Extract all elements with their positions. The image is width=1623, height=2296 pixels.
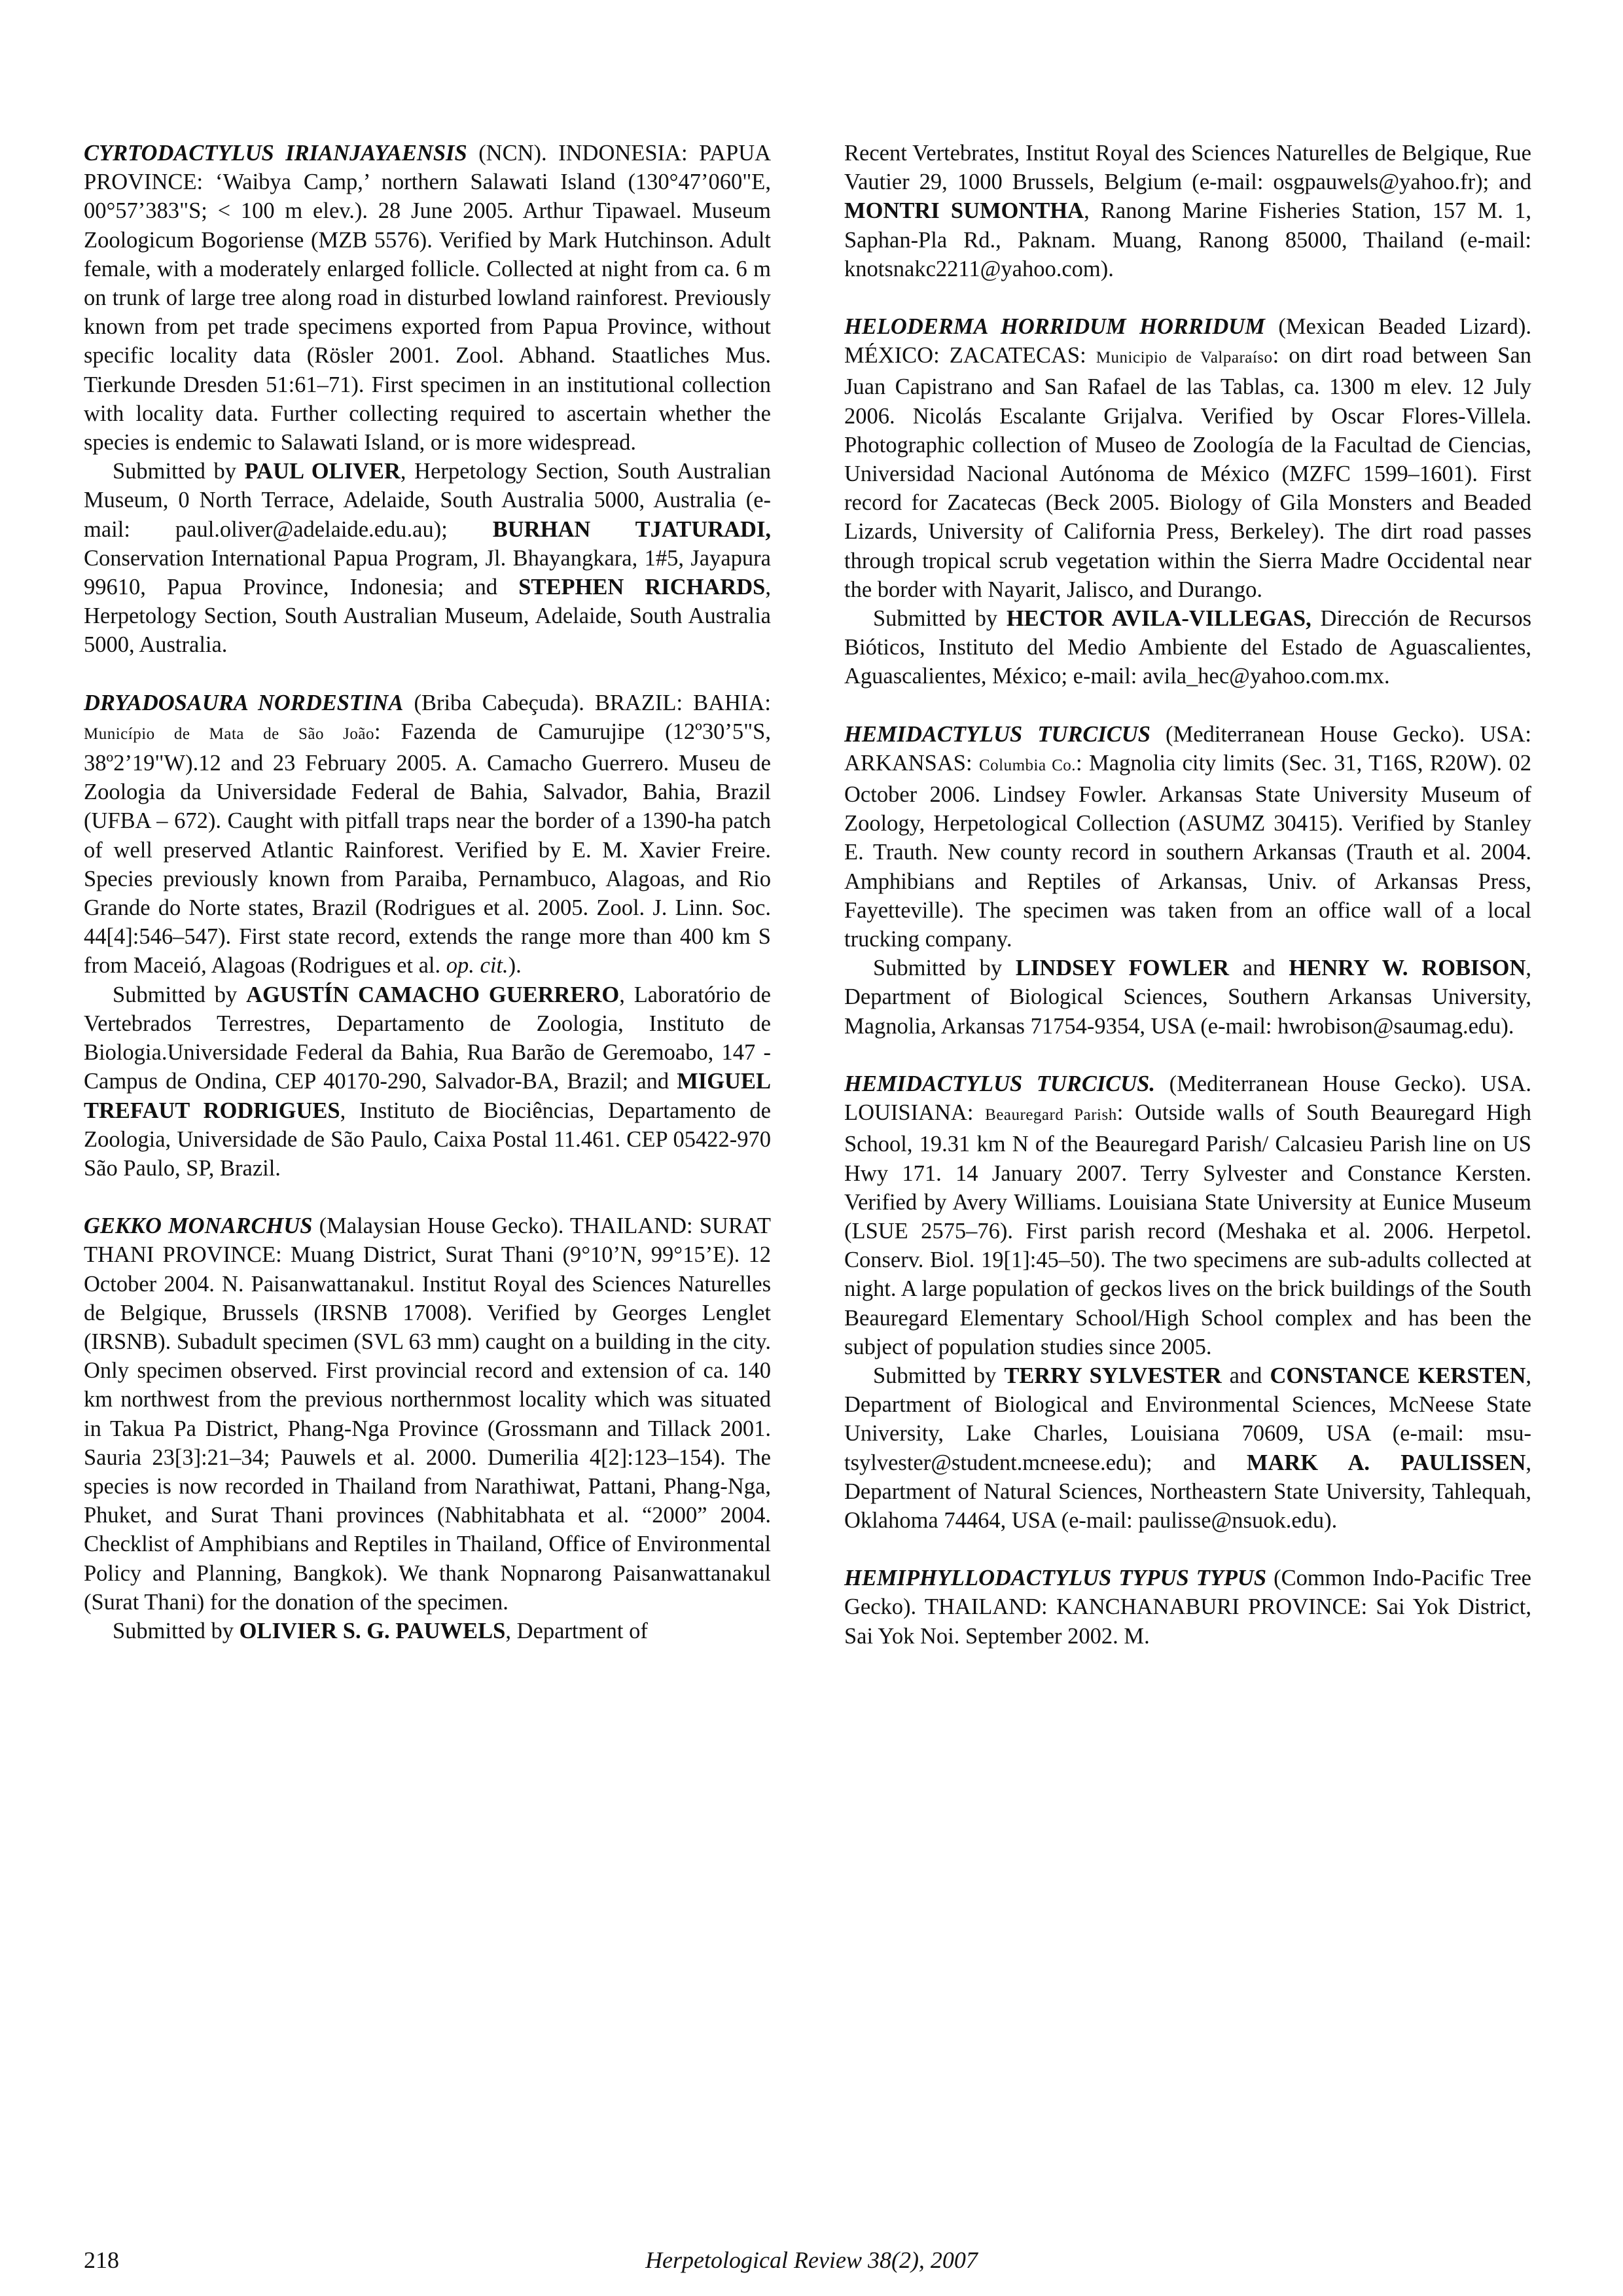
species-name: GEKKO MONARCHUS bbox=[84, 1213, 313, 1239]
running-footer: Herpetological Review 38(2), 2007 bbox=[645, 2247, 978, 2273]
author-name: PAUL OLIVER bbox=[244, 459, 401, 484]
note-cyrtodactylus bbox=[84, 139, 771, 457]
conjunction: and bbox=[1242, 956, 1275, 981]
submitted-by bbox=[844, 1361, 1531, 1535]
author-affiliation: , Instituto de Biociências, Departamento de Zoologia, Universidade de São Paulo, Caixa Postal 11.461. CEP 05422-970 São Paulo, SP, Brazil. bbox=[84, 1098, 771, 1181]
species-name: HELODERMA HORRIDUM HORRIDUM bbox=[844, 314, 1265, 340]
page-number: 218 bbox=[84, 2247, 119, 2273]
author-name: STEPHEN RICHARDS bbox=[518, 575, 766, 600]
species-name: CYRTODACTYLUS IRIANJAYAENSIS bbox=[84, 141, 467, 166]
submitted-by-continued bbox=[844, 139, 1531, 283]
citation-italic: op. cit. bbox=[446, 953, 508, 978]
submitted-by bbox=[84, 1617, 771, 1645]
submitted-label: Submitted by bbox=[873, 606, 998, 632]
submitted-label: Submitted by bbox=[113, 459, 236, 484]
author-name: MIGUEL TREFAUT RODRIGUES bbox=[84, 1069, 771, 1123]
author-name: MONTRI SUMONTHA bbox=[844, 198, 1084, 224]
submitted-by bbox=[844, 604, 1531, 691]
author-affiliation: , Department of Biological and Environmental Sciences, McNeese State University, Lake Charles, Louisiana 70609, USA (e-mail: msu-tsylvester@student.mcneese.edu); and bbox=[844, 1363, 1532, 1475]
note-body: (NCN). INDONESIA: PAPUA PROVINCE: ‘Waibya Camp,’ northern Salawati Island (130°47’060"E, 00°57’383"S; < 100 m elev.). 28 June 2005. Arthur Tipawael. Museum Zoologicum Bogoriense (MZB 5576). Verified by Mark Hutchinson. Adult female, with a moderately enlarged follicle. Collected at night from ca. 6 m on trunk of large tree along road in disturbed lowland rainforest. Previously known from pet trade specimens exported from Papua Province, without specific locality data (Rösler 2001. Zool. Abhand. Staatliches Mus. Tierkunde Dresden 51:61–71). First specimen in an institutional collection with locality data. Further collecting required to ascertain whether the species is endemic to Salawati Island, or is more widespread. bbox=[84, 141, 772, 456]
author-affiliation: , Department of Natural Sciences, Northeastern State University, Tahlequah, Oklahoma 74464, USA (e-mail: paulisse@nsuok.edu). bbox=[844, 1450, 1531, 1533]
author-name: LINDSEY FOWLER bbox=[1015, 956, 1230, 981]
note-gekko bbox=[84, 1211, 771, 1617]
author-name: MARK A. PAULISSEN bbox=[1246, 1450, 1526, 1475]
note-body: : Fazenda de Camurujipe (12º30’5"S, 38º2’19"W).12 and 23 February 2005. A. Camacho Guerrero. Museu de Zoologia da Universidade Federal de Bahia, Salvador, Bahia, Brazil (UFBA – 672). Caught with pitfall traps near the border of a 1390-ha patch of well preserved Atlantic Rainforest. Verified by E. M. Xavier Freire. Species previously known from Paraiba, Pernambuco, Alagoas, and Rio Grande do Norte states, Brazil (Rodrigues et al. 2005. Zool. J. Linn. Soc. 44[4]:546–547). First state record, extends the range more than 400 km S from Maceió, Alagoas (Rodrigues et al. bbox=[84, 719, 771, 978]
note-body: (Briba Cabeçuda). BRAZIL: BAHIA: bbox=[414, 690, 771, 715]
species-name: HEMIPHYLLODACTYLUS TYPUS TYPUS bbox=[844, 1566, 1267, 1591]
author-affiliation: Conservation International Papua Program, Jl. Bhayangkara, 1#5, Jayapura 99610, Papua Province, Indonesia; and bbox=[84, 545, 771, 600]
note-body: ). bbox=[508, 953, 522, 978]
submitted-label: Submitted by bbox=[113, 1618, 234, 1643]
author-name: BURHAN TJATURADI, bbox=[492, 516, 771, 542]
author-name: HENRY W. ROBISON bbox=[1289, 956, 1526, 981]
submitted-label: Submitted by bbox=[873, 1363, 997, 1388]
author-affiliation: , Department of Biological Sciences, Southern Arkansas University, Magnolia, Arkansas 71754-9354, USA (e-mail: hwrobison@saumag.edu). bbox=[844, 956, 1532, 1039]
submitted-by bbox=[84, 980, 771, 1183]
note-body: (Mexican Beaded Lizard). MÉXICO: ZACATECAS: bbox=[844, 314, 1532, 368]
note-hemidactylus-arkansas bbox=[844, 720, 1531, 954]
author-name: CONSTANCE KERSTEN bbox=[1270, 1363, 1526, 1388]
author-affiliation: , Department of bbox=[505, 1618, 648, 1643]
author-name: AGUSTÍN CAMACHO GUERRERO bbox=[246, 982, 620, 1007]
author-affiliation: Dirección de Recursos Bióticos, Instituto del Medio Ambiente del Estado de Aguascalientes, Aguascalientes, México; e-mail: avila_hec@yahoo.com.mx. bbox=[844, 606, 1532, 689]
note-dryadosaura bbox=[84, 689, 771, 980]
note-body: (Common Indo-Pacific Tree Gecko). THAILAND: KANCHANABURI PROVINCE: Sai Yok District, Sai Yok Noi. September 2002. M. bbox=[844, 1566, 1531, 1649]
note-heloderma bbox=[844, 312, 1531, 604]
author-affiliation: , Herpetology Section, South Australian Museum, 0 North Terrace, Adelaide, South Australia 5000, Australia (e-mail: paul.oliver@adelaide.edu.au); bbox=[84, 459, 771, 542]
submitted-by bbox=[844, 954, 1531, 1041]
locality-smallcaps: Municipio de Valparaíso bbox=[1096, 349, 1273, 367]
species-name: HEMIDACTYLUS TURCICUS bbox=[844, 721, 1150, 747]
species-name: HEMIDACTYLUS TURCICUS. bbox=[844, 1071, 1155, 1096]
author-name: HECTOR AVILA-VILLEGAS, bbox=[1006, 606, 1311, 632]
note-body: (Mediterranean House Gecko). USA: ARKANSAS: bbox=[844, 721, 1531, 776]
locality-smallcaps: Columbia Co. bbox=[978, 756, 1077, 774]
author-affiliation: , Laboratório de Vertebrados Terrestres, Departamento de Zoologia, Instituto de Biologia.Universidade Federal da Bahia, Rua Barão de Geremoabo, 147 - Campus de Ondina, CEP 40170-290, Salvador-BA, Brazil; and bbox=[84, 982, 771, 1094]
submitted-label: Submitted by bbox=[873, 956, 1003, 981]
locality-smallcaps: Beauregard Parish bbox=[985, 1106, 1117, 1124]
note-body: : on dirt road between San Juan Capistrano and San Rafael de las Tablas, ca. 1300 m elev. 12 July 2006. Nicolás Escalante Grijalva. Verified by Oscar Flores-Villela. Photographic collection of Museo de Zoología de la Facultad de Ciencias, Universidad Nacional Autónoma de México (MZFC 1599–1601). First record for Zacatecas (Beck 2005. Biology of Gila Monsters and Beaded Lizards, University of California Press, Berkeley). The dirt road passes through tropical scrub vegetation within the Sierra Madre Occidental near the border with Nayarit, Jalisco, and Durango. bbox=[844, 343, 1532, 602]
conjunction: and bbox=[1229, 1363, 1262, 1388]
species-name: DRYADOSAURA NORDESTINA bbox=[84, 690, 404, 715]
author-affiliation: , Herpetology Section, South Australian Museum, Adelaide, South Australia 5000, Australia. bbox=[84, 575, 771, 658]
note-body: (Malaysian House Gecko). THAILAND: SURAT THANI PROVINCE: Muang District, Surat Thani (9°10’N, 99°15’E). 12 October 2004. N. Paisanwattanakul. Institut Royal des Sciences Naturelles de Belgique, Brussels (IRSNB 17008). Verified by Georges Lenglet (IRSNB). Subadult specimen (SVL 63 mm) caught on a building in the city. Only specimen observed. First provincial record and extension of ca. 140 km northwest from the previous northernmost locality which was situated in Takua Pa District, Phang-Nga Province (Grossmann and Tillack 2001. Sauria 23[3]:21–34; Pauwels et al. 2000. Dumerilia 4[2]:123–154). The species is now recorded in Thailand from Narathiwat, Pattani, Phang-Nga, Phuket, and Surat Thani provinces (Nabhitabhata et al. “2000” 2004. Checklist of Amphibians and Reptiles in Thailand, Office of Environmental Policy and Planning, Bangkok). We thank Nopnarong Paisanwattanakul (Surat Thani) for the donation of the specimen. bbox=[84, 1213, 772, 1615]
locality-smallcaps: Município de Mata de São João bbox=[84, 725, 374, 743]
note-body: : Outside walls of South Beauregard High School, 19.31 km N of the Beauregard Parish/ Calcasieu Parish line on US Hwy 171. 14 January 2007. Terry Sylvester and Constance Kersten. Verified by Avery Williams. Louisiana State University at Eunice Museum (LSUE 2575–76). First parish record (Meshaka et al. 2006. Herpetol. Conserv. Biol. 19[1]:45–50). The two specimens are sub-adults collected at night. A large population of geckos lives on the brick buildings of the South Beauregard Elementary School/High School complex and has been the subject of population studies since 2005. bbox=[844, 1100, 1532, 1359]
left-column bbox=[84, 139, 771, 1645]
author-name: OLIVIER S. G. PAUWELS bbox=[239, 1618, 506, 1643]
author-affiliation: Recent Vertebrates, Institut Royal des Sciences Naturelles de Belgique, Rue Vautier 29, 1000 Brussels, Belgium (e-mail: osgpauwels@yahoo.fr); and bbox=[844, 141, 1531, 195]
submitted-by bbox=[84, 457, 771, 659]
author-affiliation: , Ranong Marine Fisheries Station, 157 M. 1, Saphan-Pla Rd., Paknam. Muang, Ranong 85000, Thailand (e-mail: knotsnakc2211@yahoo.com). bbox=[844, 198, 1531, 281]
note-body: (Mediterranean House Gecko). USA. LOUISIANA: bbox=[844, 1071, 1532, 1126]
note-hemiphyllodactylus bbox=[844, 1564, 1531, 1651]
submitted-label: Submitted by bbox=[113, 982, 238, 1007]
note-body: : Magnolia city limits (Sec. 31, T16S, R20W). 02 October 2006. Lindsey Fowler. Arkansas State University Museum of Zoology, Herpetological Collection (ASUMZ 30415). Verified by Stanley E. Trauth. New county record in southern Arkansas (Trauth et al. 2004. Amphibians and Reptiles of Arkansas, Univ. of Arkansas Press, Fayetteville). The specimen was taken from an office wall of a local trucking company. bbox=[844, 750, 1531, 952]
right-column bbox=[844, 139, 1531, 1651]
note-hemidactylus-louisiana bbox=[844, 1069, 1531, 1361]
author-name: TERRY SYLVESTER bbox=[1004, 1363, 1222, 1388]
